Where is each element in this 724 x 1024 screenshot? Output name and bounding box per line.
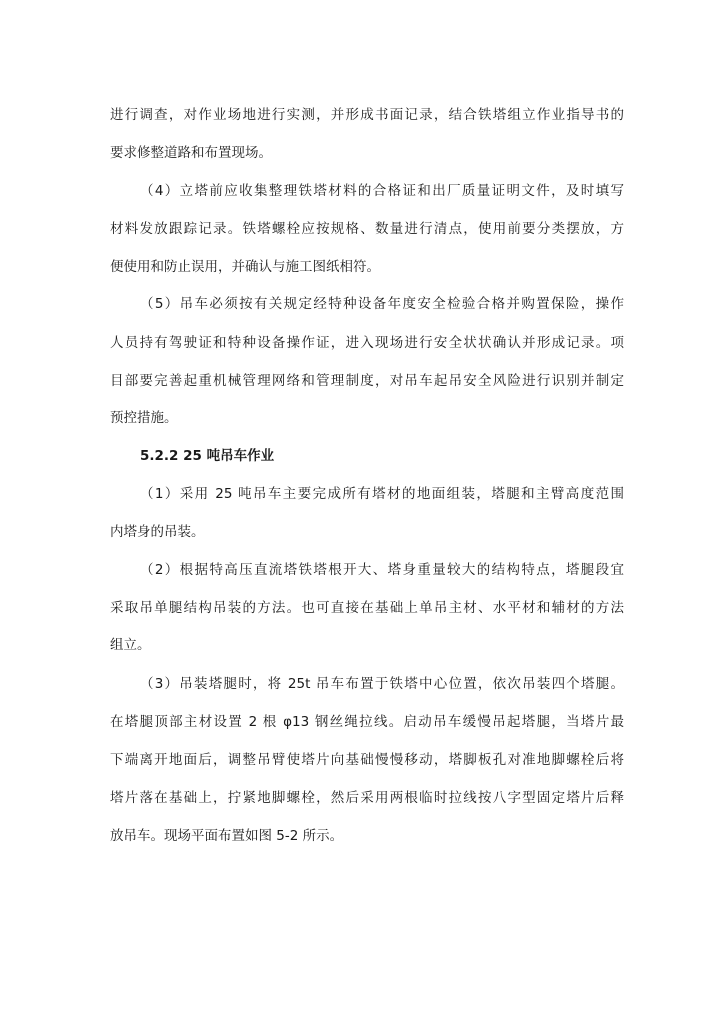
- text-line: 内塔身的吊装。: [110, 524, 205, 540]
- text-line: 塔片落在基础上，拧紧地脚螺栓，然后采用两根临时拉线按八字型固定塔片后释: [110, 790, 624, 806]
- section-heading: 5.2.2 25 吨吊车作业: [140, 448, 275, 464]
- text-line: （2）根据特高压直流塔铁塔根开大、塔身重量较大的结构特点，塔腿段宜: [140, 562, 624, 578]
- text-line: 材料发放跟踪记录。铁塔螺栓应按规格、数量进行清点，使用前要分类摆放，方: [110, 221, 624, 237]
- text-line: 目部要完善起重机械管理网络和管理制度，对吊车起吊安全风险进行识别并制定: [110, 373, 624, 389]
- text-line: （1）采用 25 吨吊车主要完成所有塔材的地面组装，塔腿和主臂高度范围: [140, 486, 624, 502]
- text-line: 下端离开地面后，调整吊臂使塔片向基础慢慢移动，塔脚板孔对准地脚螺栓后将: [110, 752, 624, 768]
- text-line: 放吊车。现场平面布置如图 5-2 所示。: [110, 828, 344, 844]
- text-line: （4）立塔前应收集整理铁塔材料的合格证和出厂质量证明文件，及时填写: [140, 183, 624, 199]
- text-line: 在塔腿顶部主材设置 2 根 φ13 钢丝绳拉线。启动吊车缓慢吊起塔腿，当塔片最: [110, 714, 624, 730]
- text-line: 采取吊单腿结构吊装的方法。也可直接在基础上单吊主材、水平材和辅材的方法: [110, 600, 624, 616]
- text-line: 预控措施。: [110, 410, 178, 426]
- text-line: 便使用和防止误用，并确认与施工图纸相符。: [110, 259, 380, 275]
- text-line: 组立。: [110, 637, 151, 653]
- text-line: （3）吊装塔腿时，将 25t 吊车布置于铁塔中心位置，依次吊装四个塔腿。: [140, 676, 624, 692]
- text-line: （5）吊车必须按有关规定经特种设备年度安全检验合格并购置保险，操作: [140, 296, 624, 312]
- text-line: 人员持有驾驶证和特种设备操作证，进入现场进行安全状状确认并形成记录。项: [110, 335, 624, 351]
- text-line: 进行调查，对作业场地进行实测，并形成书面记录，结合铁塔组立作业指导书的: [110, 107, 624, 123]
- text-line: 要求修整道路和布置现场。: [110, 145, 272, 161]
